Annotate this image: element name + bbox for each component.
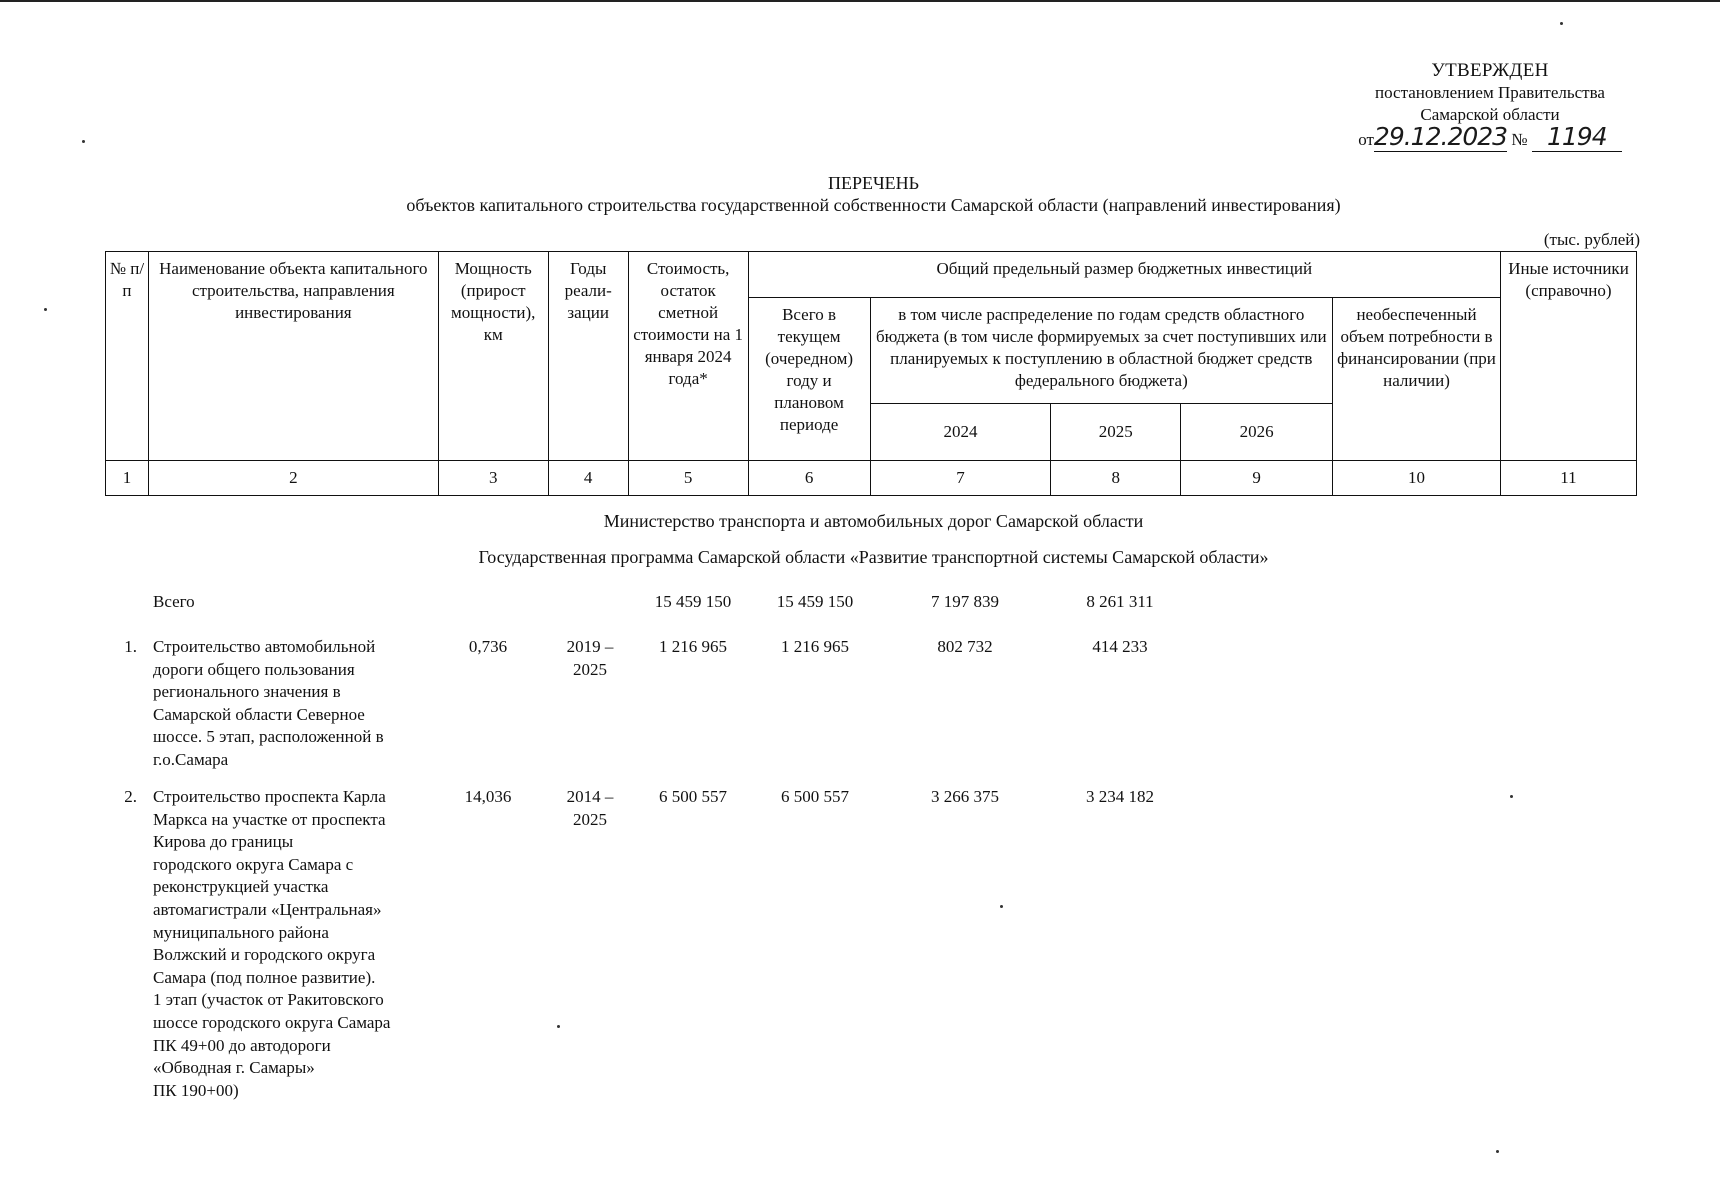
name-line: г.о.Самара <box>153 749 229 769</box>
column-number: 4 <box>548 461 628 496</box>
row-number: 1. <box>124 637 137 656</box>
years-start: 2014 – <box>566 787 614 806</box>
years-end: 2025 <box>573 809 607 829</box>
name-line: ПК 190+00) <box>153 1080 239 1100</box>
column-number: 1 <box>106 461 149 496</box>
name-line: реконструкцией участка <box>153 877 329 897</box>
header-unfunded: необеспеченный объем потребности в финансировании (при наличии) <box>1333 298 1501 461</box>
name-line: Строительство автомобильной <box>153 637 376 656</box>
units-label: (тыс. рублей) <box>1543 230 1640 249</box>
name-line: Волжский и городского округа <box>153 945 376 965</box>
header-no: № п/п <box>106 252 149 461</box>
total-cost: 15 459 150 <box>654 592 732 611</box>
row-number: 2. <box>124 787 137 806</box>
row-name <box>153 636 443 772</box>
header-year-2026: 2026 <box>1181 404 1333 461</box>
header-other-sources: Иные источники (справочно) <box>1500 252 1636 461</box>
column-number: 3 <box>438 461 548 496</box>
column-number: 11 <box>1500 461 1636 496</box>
scan-speck <box>1510 795 1513 798</box>
ministry-heading: Министерство транспорта и автомобильных дорог Самарской области <box>603 511 1144 531</box>
row-2024: 802 732 <box>937 637 993 656</box>
approval-line-1: постановлением Правительства <box>1375 83 1605 102</box>
header-year-2024: 2024 <box>870 404 1051 461</box>
header-table <box>105 251 1637 496</box>
column-number: 5 <box>628 461 748 496</box>
approval-date: 29.12.2023 <box>1373 122 1508 151</box>
row-name <box>153 786 443 1102</box>
approval-line-2: Самарской области <box>1420 105 1560 124</box>
column-number: 2 <box>148 461 438 496</box>
header-years: Годы реали-зации <box>548 252 628 461</box>
name-line: дороги общего пользования <box>153 659 355 679</box>
row-capacity: 0,736 <box>468 637 508 656</box>
name-line: Самара (под полное развитие). <box>153 967 376 987</box>
row-2025: 414 233 <box>1092 637 1148 656</box>
name-line: Кирова до границы <box>153 832 294 852</box>
name-line: 1 этап (участок от Ракитовского <box>153 990 384 1010</box>
scan-speck <box>82 140 85 143</box>
approval-number: 1194 <box>1546 122 1607 151</box>
row-total: 1 216 965 <box>781 637 849 656</box>
name-line: Маркса на участке от проспекта <box>153 809 386 829</box>
header-name: Наименование объекта капитального строительства, направления инвестирования <box>148 252 438 461</box>
approval-title: УТВЕРЖДЕН <box>1431 60 1549 81</box>
scan-speck <box>1560 22 1563 25</box>
program-heading: Государственная программа Самарской области «Развитие транспортной системы Самарской области» <box>478 547 1269 567</box>
name-line: шоссе городского округа Самара <box>153 1012 391 1032</box>
row-cost: 6 500 557 <box>659 787 727 806</box>
row-cost: 1 216 965 <box>659 637 727 656</box>
approval-block <box>1280 60 1700 156</box>
document-title: ПЕРЕЧЕНЬ <box>827 173 920 193</box>
total-2025: 8 261 311 <box>1086 592 1154 611</box>
header-year-2025: 2025 <box>1051 404 1181 461</box>
document-subtitle: объектов капитального строительства государственной собственности Самарской области (направлений инвестирования) <box>406 195 1341 215</box>
name-line: шоссе. 5 этап, расположенной в <box>153 727 384 747</box>
row-2025: 3 234 182 <box>1086 787 1154 806</box>
row-total: 6 500 557 <box>781 787 849 806</box>
header-capacity: Мощность (прирост мощности), км <box>438 252 548 461</box>
column-number: 8 <box>1051 461 1181 496</box>
row-years <box>550 786 630 831</box>
name-line: регионального значения в <box>153 682 341 702</box>
name-line: автомагистрали «Центральная» <box>153 899 382 919</box>
years-start: 2019 – <box>566 637 614 656</box>
approval-from-label: от <box>1358 130 1374 149</box>
row-years <box>550 636 630 681</box>
column-number: 9 <box>1181 461 1333 496</box>
scan-speck <box>44 308 47 311</box>
header-total-current: Всего в текущем (очередном) году и плановом периоде <box>748 298 870 461</box>
name-line: Строительство проспекта Карла <box>153 787 386 806</box>
name-line: городского округа Самара с <box>153 854 354 874</box>
scan-speck <box>1000 905 1003 908</box>
column-number: 7 <box>870 461 1051 496</box>
name-line: «Обводная г. Самары» <box>153 1058 315 1078</box>
total-total: 15 459 150 <box>776 592 854 611</box>
scan-speck <box>1496 1150 1499 1153</box>
approval-number-label: № <box>1511 130 1528 149</box>
header-total-limit: Общий предельный размер бюджетных инвестиций <box>748 252 1500 298</box>
header-cost: Стоимость, остаток сметной стоимости на 1 января 2024 года* <box>628 252 748 461</box>
row-2024: 3 266 375 <box>931 787 999 806</box>
approval-date-line <box>1280 122 1700 156</box>
total-label: Всего <box>153 592 195 611</box>
name-line: Самарской области Северное <box>153 704 365 724</box>
document-title-block <box>0 172 1720 216</box>
name-line: ПК 49+00 до автодороги <box>153 1035 331 1055</box>
header-by-years: в том числе распределение по годам средств областного бюджета (в том числе формируемых за счет поступивших или планируемых к поступлению в областной бюджет средств федерального бюджета) <box>870 298 1332 404</box>
years-end: 2025 <box>573 659 607 679</box>
column-number: 10 <box>1333 461 1501 496</box>
column-number: 6 <box>748 461 870 496</box>
row-capacity: 14,036 <box>464 787 512 806</box>
total-2024: 7 197 839 <box>931 592 999 611</box>
scan-top-border <box>0 0 1720 2</box>
name-line: муниципального района <box>153 922 329 942</box>
scan-speck <box>557 1025 560 1028</box>
